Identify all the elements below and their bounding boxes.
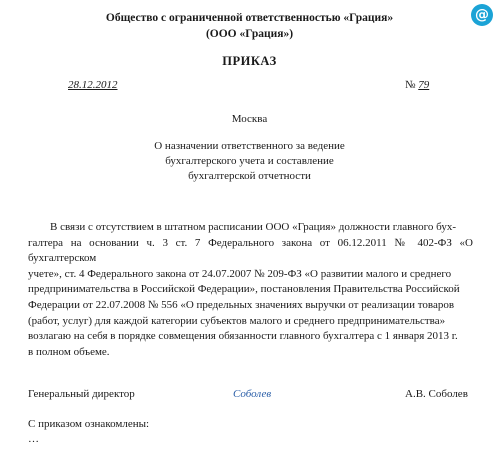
document-title: ПРИКАЗ xyxy=(222,54,277,68)
site-logo-icon: @ xyxy=(471,4,493,26)
document-date: 28.12.2012 xyxy=(68,79,118,91)
acknowledgement-label: С приказом ознакомлены: xyxy=(28,418,150,430)
body-line: Федерации от 22.07.2008 № 556 «О предельных значениях выручки от реализации товаров xyxy=(28,298,455,311)
signatory-name: А.В. Соболев xyxy=(405,388,468,400)
body-line: учете», ст. 4 Федерального закона от 24.07.2007 № 209-ФЗ «О развитии малого и среднего xyxy=(28,267,452,280)
subject-line: бухгалтерской отчетности xyxy=(188,170,311,182)
body-line: возлагаю на себя в порядке совмещения обязанности главного бухгалтера с 1 января 2013 г. xyxy=(28,330,458,343)
body-line: предпринимательства в Российской Федерации», постановления Правительства Российской xyxy=(28,283,460,296)
signature: Соболев xyxy=(233,388,272,400)
body-line: в полном объеме. xyxy=(28,345,110,358)
org-short-name: (ООО «Грация») xyxy=(205,28,294,40)
acknowledgement-list: … xyxy=(28,433,39,445)
signatory-position: Генеральный директор xyxy=(28,388,135,400)
body-line: галтера на основании ч. 3 ст. 7 Федерального закона от 06.12.2011 № 402-ФЗ «О бухгалтерском xyxy=(28,236,473,265)
subject-line: О назначении ответственного за ведение xyxy=(154,140,345,152)
body-line: В связи с отсутствием в штатном расписании ООО «Грация» должности главного бух- xyxy=(50,221,457,233)
order-body xyxy=(28,220,473,360)
number-label: № xyxy=(405,79,416,91)
document-number xyxy=(405,79,429,91)
city: Москва xyxy=(231,113,268,125)
body-line: (работ, услуг) для каждой категории субъектов малого и среднего предпринимательства» xyxy=(28,314,446,327)
number-value: 79 xyxy=(418,79,430,91)
org-name: Общество с ограниченной ответственностью «Грация» xyxy=(105,12,394,24)
subject-line: бухгалтерского учета и составление xyxy=(165,155,334,167)
